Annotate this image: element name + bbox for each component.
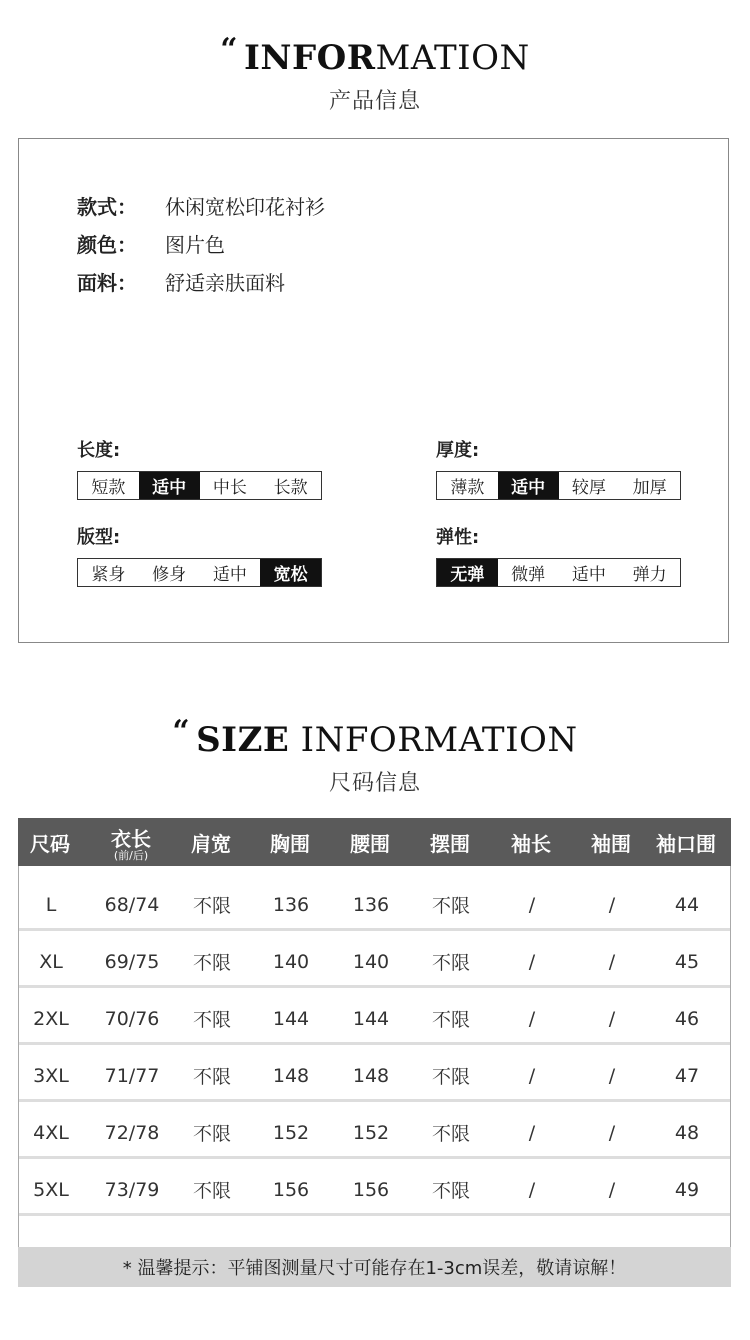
size-table-header bbox=[18, 818, 731, 866]
table-cell: 69/75 bbox=[104, 950, 160, 973]
table-cell: / bbox=[528, 1064, 536, 1087]
table-cell: 44 bbox=[674, 893, 700, 916]
row-divider bbox=[19, 1042, 730, 1045]
table-cell: 73/79 bbox=[104, 1178, 160, 1201]
table-cell: 不限 bbox=[431, 1066, 471, 1088]
size-table-body bbox=[18, 866, 731, 1286]
table-cell: L bbox=[45, 893, 57, 916]
table-cell: / bbox=[528, 1121, 536, 1144]
table-cell: 70/76 bbox=[104, 1007, 160, 1030]
elasticity-scale bbox=[436, 558, 681, 587]
table-cell: 3XL bbox=[33, 1064, 69, 1087]
thickness-scale bbox=[436, 471, 681, 500]
table-cell: XL bbox=[39, 950, 63, 973]
table-row bbox=[19, 1104, 730, 1161]
attr-fabric: 面料： 舒适亲肤面料 bbox=[77, 271, 285, 295]
fit-option: 宽松 bbox=[260, 559, 321, 586]
table-row bbox=[19, 1161, 730, 1218]
table-cell: / bbox=[608, 1121, 616, 1144]
info-heading bbox=[0, 32, 750, 115]
table-cell: 不限 bbox=[431, 895, 471, 917]
size-heading-title: “ SIZE INFORMATION bbox=[172, 714, 578, 760]
elasticity-title: 弹性: bbox=[436, 527, 480, 548]
product-info-box bbox=[18, 138, 729, 643]
thickness-option: 适中 bbox=[498, 472, 559, 499]
elasticity-option: 弹力 bbox=[632, 565, 667, 585]
table-cell: 144 bbox=[272, 1007, 310, 1030]
table-cell: 不限 bbox=[431, 1180, 471, 1202]
table-cell: 148 bbox=[352, 1064, 390, 1087]
table-cell: 156 bbox=[352, 1178, 390, 1201]
table-cell: 不限 bbox=[431, 952, 471, 974]
row-divider bbox=[19, 1156, 730, 1159]
table-header-cell: 袖围 bbox=[591, 831, 631, 856]
row-divider bbox=[19, 1099, 730, 1102]
table-header-cell: 腰围 bbox=[350, 831, 390, 856]
fit-option: 适中 bbox=[212, 565, 247, 585]
table-cell: 68/74 bbox=[104, 893, 160, 916]
table-cell: 136 bbox=[352, 893, 390, 916]
table-row bbox=[19, 990, 730, 1047]
table-header-cell: 胸围 bbox=[270, 831, 310, 856]
table-cell: 不限 bbox=[192, 1066, 232, 1088]
table-cell: / bbox=[528, 950, 536, 973]
attr-color: 颜色： 图片色 bbox=[77, 233, 225, 257]
row-divider bbox=[19, 985, 730, 988]
table-cell: 156 bbox=[272, 1178, 310, 1201]
table-row bbox=[19, 1047, 730, 1104]
length-option: 长款 bbox=[273, 478, 308, 498]
table-cell: 不限 bbox=[192, 952, 232, 974]
table-cell: / bbox=[608, 893, 616, 916]
table-cell: / bbox=[528, 1007, 536, 1030]
thickness-option: 薄款 bbox=[450, 478, 485, 498]
fit-option: 紧身 bbox=[91, 565, 126, 585]
length-option: 短款 bbox=[91, 478, 126, 498]
table-cell: 144 bbox=[352, 1007, 390, 1030]
row-divider bbox=[19, 1213, 730, 1216]
table-cell: 不限 bbox=[192, 1123, 232, 1145]
table-header-subtitle: (前/后) bbox=[113, 849, 149, 862]
table-cell: 4XL bbox=[33, 1121, 69, 1144]
table-cell: 2XL bbox=[33, 1007, 69, 1030]
table-cell: / bbox=[528, 893, 536, 916]
table-header-cell: 衣长 (前/后) bbox=[111, 827, 151, 862]
table-header-cell: 尺码 bbox=[30, 831, 70, 856]
table-row bbox=[19, 876, 730, 933]
row-divider bbox=[19, 928, 730, 931]
table-header-cell: 肩宽 bbox=[191, 831, 231, 856]
table-header-cell: 袖口围 bbox=[656, 831, 716, 856]
measurement-note: * 温馨提示：平铺图测量尺寸可能存在1-3cm误差，敬请谅解！ bbox=[18, 1247, 731, 1287]
table-cell: 不限 bbox=[431, 1009, 471, 1031]
size-heading bbox=[0, 714, 750, 797]
table-cell: / bbox=[608, 1007, 616, 1030]
table-cell: 47 bbox=[674, 1064, 700, 1087]
table-header-cell: 摆围 bbox=[430, 831, 470, 856]
thickness-title: 厚度: bbox=[436, 440, 480, 461]
table-cell: 72/78 bbox=[104, 1121, 160, 1144]
table-cell: / bbox=[528, 1178, 536, 1201]
table-cell: 不限 bbox=[192, 1009, 232, 1031]
table-header-cell: 袖长 bbox=[511, 831, 551, 856]
table-cell: 46 bbox=[674, 1007, 700, 1030]
attr-style: 款式： 休闲宽松印花衬衫 bbox=[77, 195, 325, 219]
quote-mark: “ bbox=[220, 32, 238, 67]
table-cell: 5XL bbox=[33, 1178, 69, 1201]
length-option: 中长 bbox=[212, 478, 247, 498]
table-cell: 140 bbox=[352, 950, 390, 973]
quote-mark: “ bbox=[172, 714, 191, 749]
table-cell: / bbox=[608, 950, 616, 973]
length-title: 长度: bbox=[77, 440, 121, 461]
elasticity-option: 无弹 bbox=[437, 559, 498, 586]
table-cell: 49 bbox=[674, 1178, 700, 1201]
table-cell: 148 bbox=[272, 1064, 310, 1087]
table-cell: 136 bbox=[272, 893, 310, 916]
elasticity-option: 适中 bbox=[571, 565, 606, 585]
thickness-option: 加厚 bbox=[632, 478, 667, 498]
size-heading-subtitle: 尺码信息 bbox=[328, 771, 421, 796]
elasticity-option: 微弹 bbox=[511, 565, 546, 585]
table-cell: 不限 bbox=[431, 1123, 471, 1145]
table-cell: 152 bbox=[272, 1121, 310, 1144]
table-cell: / bbox=[608, 1178, 616, 1201]
fit-title: 版型: bbox=[77, 527, 121, 548]
length-option: 适中 bbox=[139, 472, 200, 499]
thickness-option: 较厚 bbox=[571, 478, 606, 498]
table-row bbox=[19, 933, 730, 990]
fit-scale bbox=[77, 558, 322, 587]
table-cell: 48 bbox=[674, 1121, 700, 1144]
info-heading-title: “ INFORMATION bbox=[220, 32, 530, 78]
fit-option: 修身 bbox=[152, 565, 187, 585]
table-cell: 45 bbox=[674, 950, 700, 973]
table-cell: / bbox=[608, 1064, 616, 1087]
table-cell: 71/77 bbox=[104, 1064, 160, 1087]
info-heading-subtitle: 产品信息 bbox=[328, 89, 421, 114]
length-scale bbox=[77, 471, 322, 500]
table-cell: 不限 bbox=[192, 1180, 232, 1202]
table-cell: 140 bbox=[272, 950, 310, 973]
table-cell: 不限 bbox=[192, 895, 232, 917]
table-cell: 152 bbox=[352, 1121, 390, 1144]
